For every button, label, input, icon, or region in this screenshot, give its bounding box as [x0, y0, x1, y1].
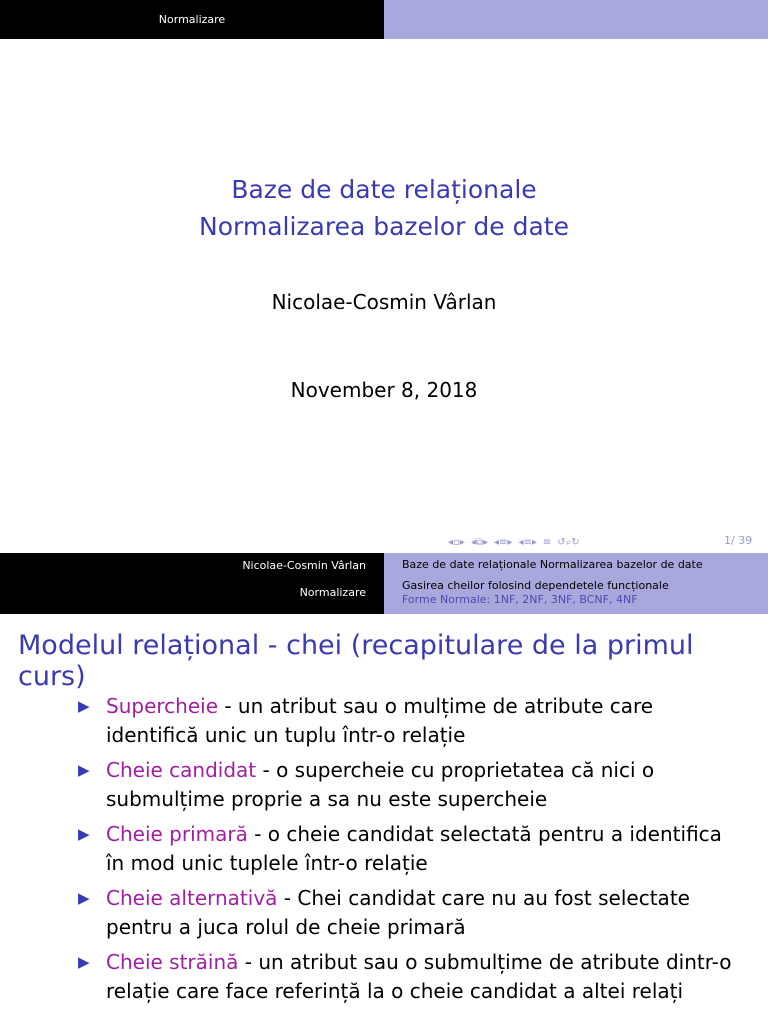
triangle-bullet-icon: ▶: [78, 761, 90, 779]
triangle-bullet-icon: ▶: [78, 697, 90, 715]
item-term: Supercheie: [106, 694, 218, 718]
slide2-header-left: [0, 553, 384, 614]
list-item: [78, 820, 738, 878]
page-number: 1/ 39: [724, 534, 753, 547]
slide1-date: November 8, 2018: [290, 378, 478, 402]
item-definition: - Chei candidat care nu au fost selectate pentru a juca rolul de cheie primară: [106, 886, 690, 939]
slide2-frame-title: Modelul relațional - chei (recapitulare de la primul curs): [18, 630, 694, 692]
item-definition: - un atribut sau o submulțime de atribute dintr-o relație care face referință la o cheie candidat a altei relați: [106, 950, 732, 1003]
nav-prev-frame-icon[interactable]: ◂▫▸: [448, 536, 465, 548]
nav-toc-icon[interactable]: ≡: [542, 536, 552, 548]
nav-subsection-icon[interactable]: ◂≡▸: [494, 536, 513, 548]
slide2-header: [0, 553, 768, 614]
item-term: Cheie alternativă: [106, 886, 278, 910]
slide1-header-section: Normalizare: [0, 0, 384, 39]
item-term: Cheie primară: [106, 822, 248, 846]
nav-section-icon[interactable]: ◂≡▸: [518, 536, 537, 548]
list-item: [78, 692, 738, 750]
item-text: [106, 756, 738, 814]
item-definition: - un atribut sau o mulțime de atribute care identifică unic un tuplu într-o relație: [106, 694, 654, 747]
item-term: Cheie candidat: [106, 758, 257, 782]
slide2-header-subsection2: Forme Normale: 1NF, 2NF, 3NF, BCNF, 4NF: [402, 593, 638, 606]
nav-search-icon[interactable]: ↺⌕↻: [557, 536, 580, 548]
triangle-bullet-icon: ▶: [78, 889, 90, 907]
item-definition: - o cheie candidat selectată pentru a identifica în mod unic tuplele într-o relație: [106, 822, 722, 875]
slide1-author: Nicolae-Cosmin Vârlan: [271, 290, 497, 314]
slide2-header-author: Nicolae-Cosmin Vârlan: [242, 559, 366, 572]
item-text: [106, 948, 738, 1006]
triangle-bullet-icon: ▶: [78, 825, 90, 843]
item-term: Cheie străină: [106, 950, 239, 974]
nav-frame-icon[interactable]: ◂⧉▸: [470, 536, 489, 548]
slide1-title-line2: Normalizarea bazelor de date: [199, 212, 569, 241]
item-text: [106, 692, 738, 750]
slide2-header-section: Normalizare: [299, 586, 366, 599]
slide2-header-right: [384, 553, 768, 614]
beamer-nav-bar: [448, 534, 586, 550]
list-item: [78, 948, 738, 1006]
slide1-header: [0, 0, 768, 39]
item-text: [106, 820, 738, 878]
triangle-bullet-icon: ▶: [78, 953, 90, 971]
list-item: [78, 756, 738, 814]
item-text: [106, 884, 738, 942]
list-item: [78, 884, 738, 942]
slide2-header-subsection1: Gasirea cheilor folosind dependetele funcționale: [402, 579, 669, 592]
slide1-header-right: [384, 0, 768, 39]
slide2-header-short-title: Baze de date relaționale Normalizarea bazelor de date: [402, 558, 703, 571]
slide1-title-line1: Baze de date relaționale: [231, 175, 537, 204]
item-definition: - o supercheie cu proprietatea că nici o submulțime proprie a sa nu este supercheie: [106, 758, 655, 811]
definition-list: [78, 692, 738, 1012]
